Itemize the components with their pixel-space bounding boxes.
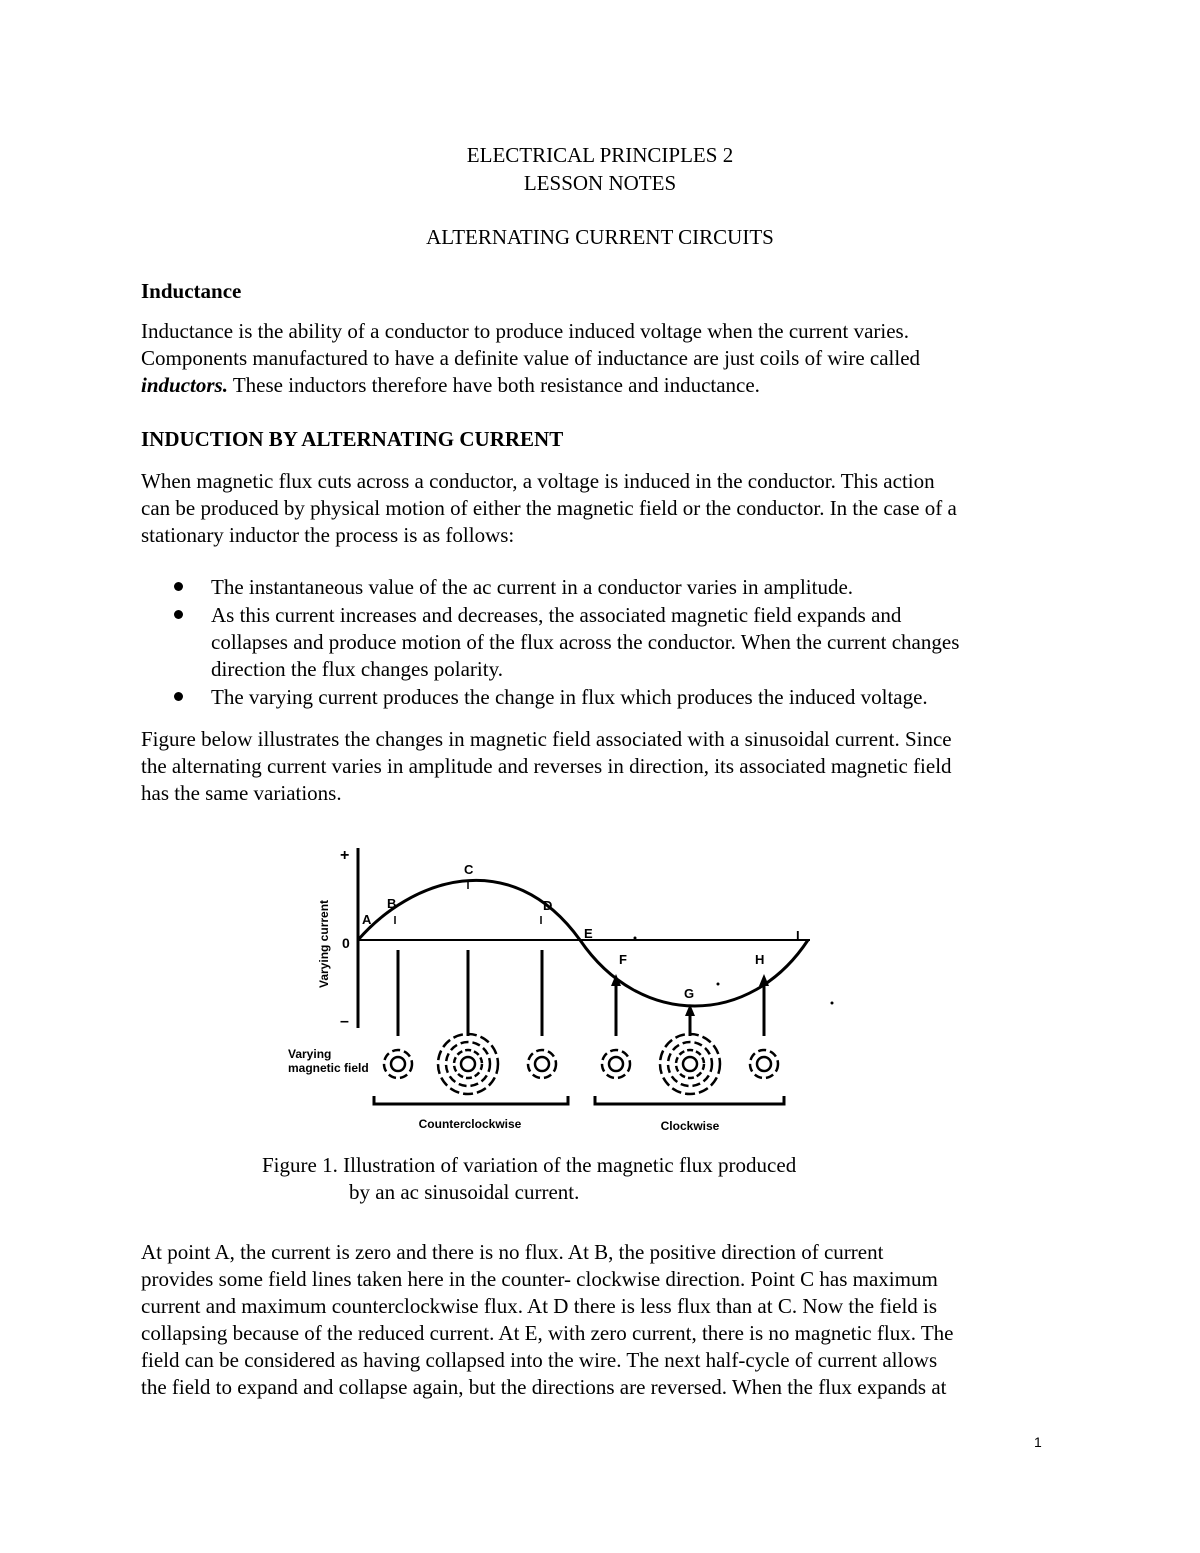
curve-tick [634, 937, 637, 940]
course-title: ELECTRICAL PRINCIPLES 2 [466, 143, 734, 167]
field-label-line1: Varying [288, 1047, 332, 1061]
bullet-text: The varying current produces the change in flux which produces the induced voltage. [211, 685, 928, 709]
point-label-c: C [464, 862, 474, 877]
y-axis-label: Varying current [317, 899, 331, 988]
paragraph-line: provides some field lines taken here in the counter- clockwise direction. Point C has maximum [141, 1267, 938, 1291]
topic-title: ALTERNATING CURRENT CIRCUITS [426, 225, 774, 249]
point-label-i: I [796, 928, 800, 943]
bullet-text: As this current increases and decreases, the associated magnetic field expands and [211, 603, 902, 627]
paragraph-line: the alternating current varies in amplitude and reverses in direction, its associated magnetic field [141, 754, 952, 778]
bullet-dot [174, 582, 183, 591]
field-b [384, 1050, 412, 1078]
field-label-line2: magnetic field [288, 1061, 369, 1075]
point-label-h: H [755, 952, 765, 967]
point-label-f: F [619, 952, 627, 967]
paragraph-line: Figure below illustrates the changes in magnetic field associated with a sinusoidal current. Since [141, 727, 952, 751]
paragraph-line: current and maximum counterclockwise flux. At D there is less flux than at C. Now the field is [141, 1294, 938, 1318]
field-d [528, 1050, 556, 1078]
point-label-e: E [584, 926, 593, 941]
cw-label: Clockwise [660, 1119, 720, 1133]
arrow-up-icon [759, 974, 769, 986]
point-label-b: B [387, 896, 397, 911]
paragraph-line-rest: These inductors therefore have both resistance and inductance. [227, 373, 760, 397]
point-label-a: A [362, 912, 372, 927]
inductors-term: inductors. [141, 373, 228, 397]
paragraph-line: field can be considered as having collapsed into the wire. The next half-cycle of current allows [141, 1348, 938, 1372]
field-c [438, 1034, 498, 1094]
curve-tick [831, 1002, 834, 1005]
bullet-text: collapses and produce motion of the flux across the conductor. When the current changes [211, 630, 960, 654]
paragraph-line: stationary inductor the process is as follows: [141, 523, 515, 547]
figure-caption: Figure 1. Illustration of variation of the magnetic flux produced [262, 1153, 797, 1177]
paragraph-line: has the same variations. [141, 781, 342, 805]
bullet-text: direction the flux changes polarity. [211, 657, 503, 681]
field-g [660, 1034, 720, 1094]
paragraph-line: At point A, the current is zero and there is no flux. At B, the positive direction of current [141, 1240, 884, 1264]
field-f [602, 1050, 630, 1078]
bullet-text: The instantaneous value of the ac current in a conductor varies in amplitude. [211, 575, 854, 599]
paragraph-line: can be produced by physical motion of either the magnetic field or the conductor. In the case of a [141, 496, 957, 520]
minus-label: – [340, 1013, 349, 1030]
paragraph-line: collapsing because of the reduced current. At E, with zero current, there is no magnetic flux. The [141, 1321, 954, 1345]
bullet-dot [174, 692, 183, 701]
field-h [750, 1050, 778, 1078]
paragraph-line: the field to expand and collapse again, but the directions are reversed. When the flux expands at [141, 1375, 947, 1399]
ccw-label: Counterclockwise [418, 1117, 522, 1131]
flux-figure [270, 838, 840, 1138]
plus-label: + [340, 847, 350, 864]
paragraph-line [141, 372, 760, 399]
current-waveform [358, 880, 808, 1006]
bullet-dot [174, 610, 183, 619]
point-label-d: D [543, 898, 553, 913]
doc-type: LESSON NOTES [523, 171, 677, 195]
page-number: 1 [1034, 1434, 1042, 1450]
cw-brace [595, 1096, 784, 1104]
figure-caption-cont: by an ac sinusoidal current. [349, 1180, 580, 1204]
point-label-g: G [684, 986, 695, 1001]
paragraph-line: Inductance is the ability of a conductor to produce induced voltage when the current varies. [141, 319, 909, 343]
paragraph-line: Components manufactured to have a definite value of inductance are just coils of wire called [141, 346, 921, 370]
curve-tick [717, 983, 720, 986]
induction-heading: INDUCTION BY ALTERNATING CURRENT [141, 427, 564, 451]
paragraph-line: When magnetic flux cuts across a conductor, a voltage is induced in the conductor. This action [141, 469, 935, 493]
inductance-heading: Inductance [141, 279, 242, 303]
field-circles [384, 1034, 778, 1094]
ccw-brace [374, 1096, 568, 1104]
zero-label: 0 [342, 935, 350, 951]
